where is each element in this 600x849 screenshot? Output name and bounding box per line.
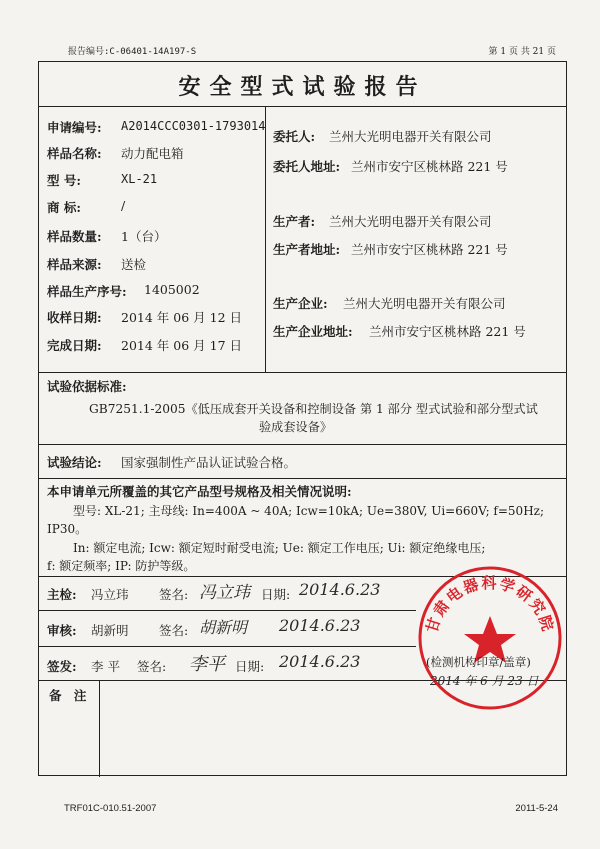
label-application-no: 申请编号: [47, 120, 102, 135]
reviewer-signature: 胡新明 [199, 618, 248, 637]
label-manufacturer: 生产者: [273, 214, 316, 229]
value-reviewer: 胡新明 [91, 623, 129, 638]
approver-date-handwritten: 2014.6.23 [279, 652, 361, 671]
coverage-line-4: f: 额定频率; IP: 防护等级。 [47, 559, 196, 573]
divider-sign-1 [39, 610, 416, 611]
divider-sign-2 [39, 646, 416, 647]
standard-line-1: GB7251.1-2005《低压成套开关设备和控制设备 第 1 部分 型式试验和部分型式试 [89, 402, 538, 416]
value-client-address: 兰州市安宁区桃林路 221 号 [351, 159, 508, 174]
label-quantity: 样品数量: [47, 229, 102, 244]
reviewer-date-handwritten: 2014.6.23 [279, 616, 361, 635]
value-client: 兰州大光明电器开关有限公司 [329, 129, 492, 144]
label-received-date: 收样日期: [47, 310, 102, 325]
label-approver-sign: 签名: [137, 659, 167, 674]
value-quantity: 1（台） [121, 229, 167, 244]
divider-title [39, 106, 566, 107]
label-approver-date: 日期: [235, 659, 265, 674]
divider-info [39, 372, 566, 373]
value-model: XL-21 [121, 172, 158, 186]
label-conclusion: 试验结论: [47, 455, 102, 470]
divider-vertical [265, 106, 266, 372]
value-trademark: / [121, 198, 126, 213]
value-completed-date: 2014 年 06 月 17 日 [121, 338, 242, 353]
label-source: 样品来源: [47, 257, 102, 272]
label-remarks: 备 注 [49, 688, 91, 703]
form-code: TRF01C-010.51-2007 [64, 803, 157, 814]
label-factory: 生产企业: [273, 296, 328, 311]
value-application-no: A2014CCC0301-1793014 [121, 119, 266, 133]
label-inspector-sign: 签名: [159, 587, 189, 602]
value-approver: 李 平 [91, 659, 120, 674]
page-info: 第 1 页 共 21 页 [488, 47, 556, 57]
report-title: 安全型式试验报告 [178, 74, 427, 100]
divider-remarks [99, 680, 100, 777]
label-sample-name: 样品名称: [47, 146, 102, 161]
label-reviewer-sign: 签名: [159, 623, 189, 638]
report-number: 报告编号:C-06401-14A197-S [68, 47, 197, 57]
label-reviewer: 审核: [47, 623, 77, 638]
label-trademark: 商 标: [47, 200, 81, 215]
label-factory-address: 生产企业地址: [273, 324, 353, 339]
value-inspector: 冯立玮 [91, 587, 129, 602]
inspector-signature: 冯立玮 [199, 583, 250, 603]
label-client-address: 委托人地址: [273, 159, 341, 174]
value-source: 送检 [121, 257, 147, 272]
value-manufacturer-address: 兰州市安宁区桃林路 221 号 [351, 242, 508, 257]
inspection-seal [416, 564, 564, 712]
label-approver: 签发: [47, 659, 77, 674]
seal-org-text: 甘肃电器科学研究院 [422, 574, 558, 635]
coverage-line-1: 型号: XL-21; 主母线: In=400A ~ 40A; Icw=10kA; Ue=380V, Ui=660V; f=50Hz; [73, 504, 545, 518]
inspector-date-handwritten: 2014.6.23 [299, 580, 381, 599]
value-conclusion: 国家强制性产品认证试验合格。 [121, 455, 297, 470]
divider-standard [39, 444, 566, 445]
stamp-date: 2014 年 6 月 23 日 [430, 674, 539, 688]
divider-conclusion [39, 478, 566, 479]
coverage-line-3: In: 额定电流; Icw: 额定短时耐受电流; Ue: 额定工作电压; Ui: 额定绝缘电压; [73, 541, 486, 555]
value-manufacturer: 兰州大光明电器开关有限公司 [329, 214, 492, 229]
value-factory: 兰州大光明电器开关有限公司 [343, 296, 506, 311]
coverage-line-2: IP30。 [47, 522, 88, 536]
label-inspector-date: 日期: [261, 587, 291, 602]
label-standard: 试验依据标准: [47, 379, 127, 394]
value-factory-address: 兰州市安宁区桃林路 221 号 [369, 324, 526, 339]
value-received-date: 2014 年 06 月 12 日 [121, 310, 242, 325]
label-inspector: 主检: [47, 587, 77, 602]
value-serial: 1405002 [144, 282, 200, 297]
form-date: 2011-5-24 [515, 803, 558, 814]
stamp-label: (检测机构印章/盖章) [426, 655, 531, 669]
label-serial: 样品生产序号: [47, 284, 127, 299]
coverage-heading: 本申请单元所覆盖的其它产品型号规格及相关情况说明: [47, 484, 352, 499]
label-client: 委托人: [273, 129, 316, 144]
standard-line-2: 验成套设备》 [259, 420, 333, 434]
label-completed-date: 完成日期: [47, 338, 102, 353]
approver-signature: 李平 [189, 654, 225, 675]
value-sample-name: 动力配电箱 [121, 146, 184, 161]
label-model: 型 号: [47, 173, 81, 188]
label-manufacturer-address: 生产者地址: [273, 242, 341, 257]
